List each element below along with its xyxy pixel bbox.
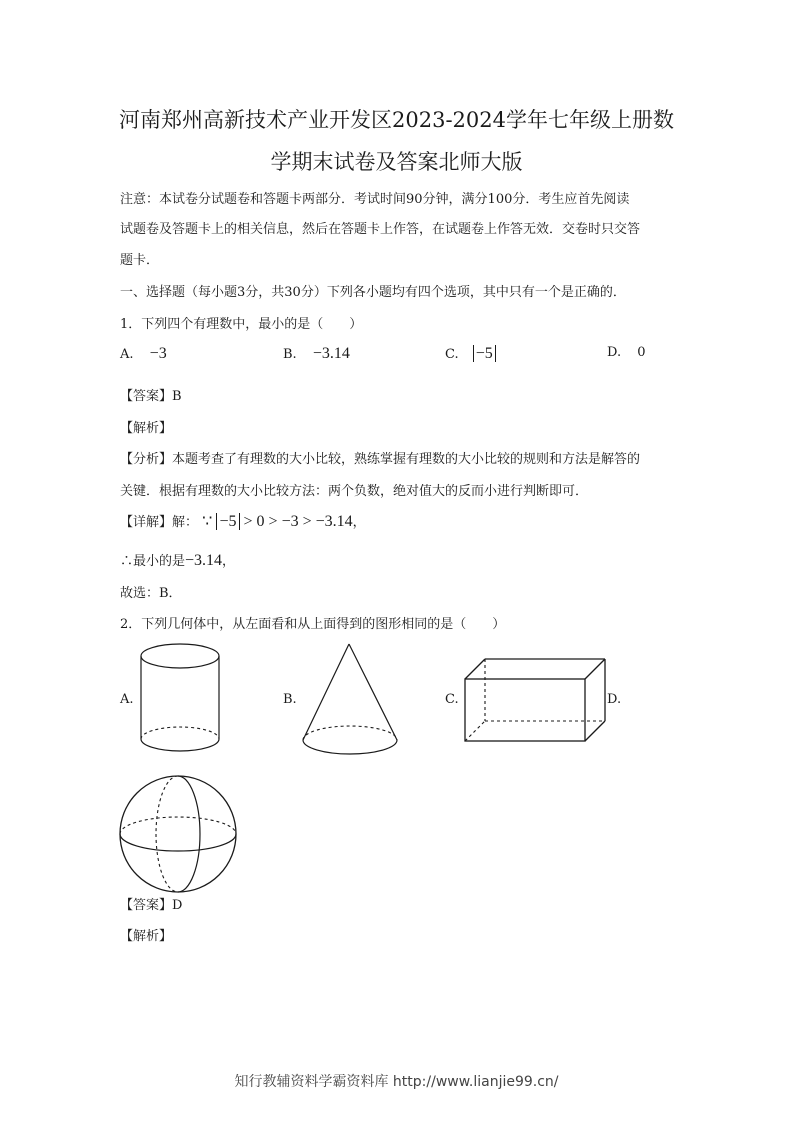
q1-option-d: [607, 345, 646, 360]
q1-choose: 故选：B．: [120, 586, 182, 601]
because-symbol: ∵: [202, 513, 213, 530]
option-value: −3.14: [312, 345, 350, 362]
notice-line1: 注意：本试卷分试题卷和答题卡两部分．考试时间90分钟，满分100分．考生应首先阅读: [120, 192, 630, 207]
q2-answer: 【答案】D: [120, 898, 183, 913]
q1-option-c: [445, 345, 496, 363]
detail-comma: ，: [352, 515, 366, 530]
notice-line2: 试题卷及答题卡上的相关信息，然后在答题卡上作答，在试题卷上作答无效．交卷时只交答: [120, 222, 641, 237]
doc-title-line2: 学期末试卷及答案北师大版: [270, 150, 523, 174]
notice-line3: 题卡．: [120, 253, 160, 268]
sphere-figure: [115, 772, 241, 896]
detail-inequality: > 0 > −3 > −3.14: [239, 513, 353, 530]
q1-option-b: [283, 345, 350, 363]
q2-option-a-label: A.: [120, 692, 134, 707]
section-heading: 一、选择题（每小题3分，共30分）下列各小题均有四个选项，其中只有一个是正确的．: [120, 285, 626, 300]
cone-figure: [298, 640, 404, 758]
footer-watermark: 知行教辅资料学霸资料库 http://www.lianjie99.cn/: [234, 1074, 559, 1090]
cylinder-figure: [135, 640, 225, 755]
q1-analysis-line2: 关键．根据有理数的大小比较方法：两个负数，绝对值大的反而小进行判断即可．: [120, 484, 589, 499]
q1-stem: 1．下列四个有理数中，最小的是（ ）: [120, 317, 363, 332]
q2-stem: 2．下列几何体中，从左面看和从上面得到的图形相同的是（ ）: [120, 617, 506, 632]
q2-option-c-label: C.: [445, 692, 459, 707]
detail-label: 【详解】解：: [120, 515, 199, 530]
option-label: B.: [283, 347, 297, 362]
cuboid-figure: [462, 655, 610, 745]
therefore-comma: ，: [222, 554, 236, 569]
option-label: C.: [445, 347, 459, 362]
q1-answer: 【答案】B: [120, 389, 182, 404]
detail-abs-value: −5: [216, 513, 239, 530]
q1-analysis-head: 【解析】: [120, 421, 173, 436]
q1-option-a: [120, 345, 167, 363]
q2-analysis-head: 【解析】: [120, 929, 173, 944]
q1-detail: [120, 511, 366, 531]
option-label: D.: [607, 345, 622, 360]
therefore-prefix: ∴最小的是: [120, 554, 186, 569]
option-value: 0: [637, 345, 646, 360]
option-label: A.: [120, 347, 134, 362]
doc-title-line1: 河南郑州高新技术产业开发区2023-2024学年七年级上册数: [119, 108, 674, 132]
q2-option-d-label: D.: [607, 692, 622, 707]
option-value: −3: [149, 345, 167, 362]
q1-analysis-line1: 【分析】本题考查了有理数的大小比较，熟练掌握有理数的大小比较的规则和方法是解答的: [120, 452, 641, 467]
q2-option-b-label: B.: [283, 692, 297, 707]
therefore-value: −3.14: [185, 552, 223, 569]
option-value-abs: −5: [473, 345, 496, 362]
q1-therefore: [120, 550, 235, 570]
